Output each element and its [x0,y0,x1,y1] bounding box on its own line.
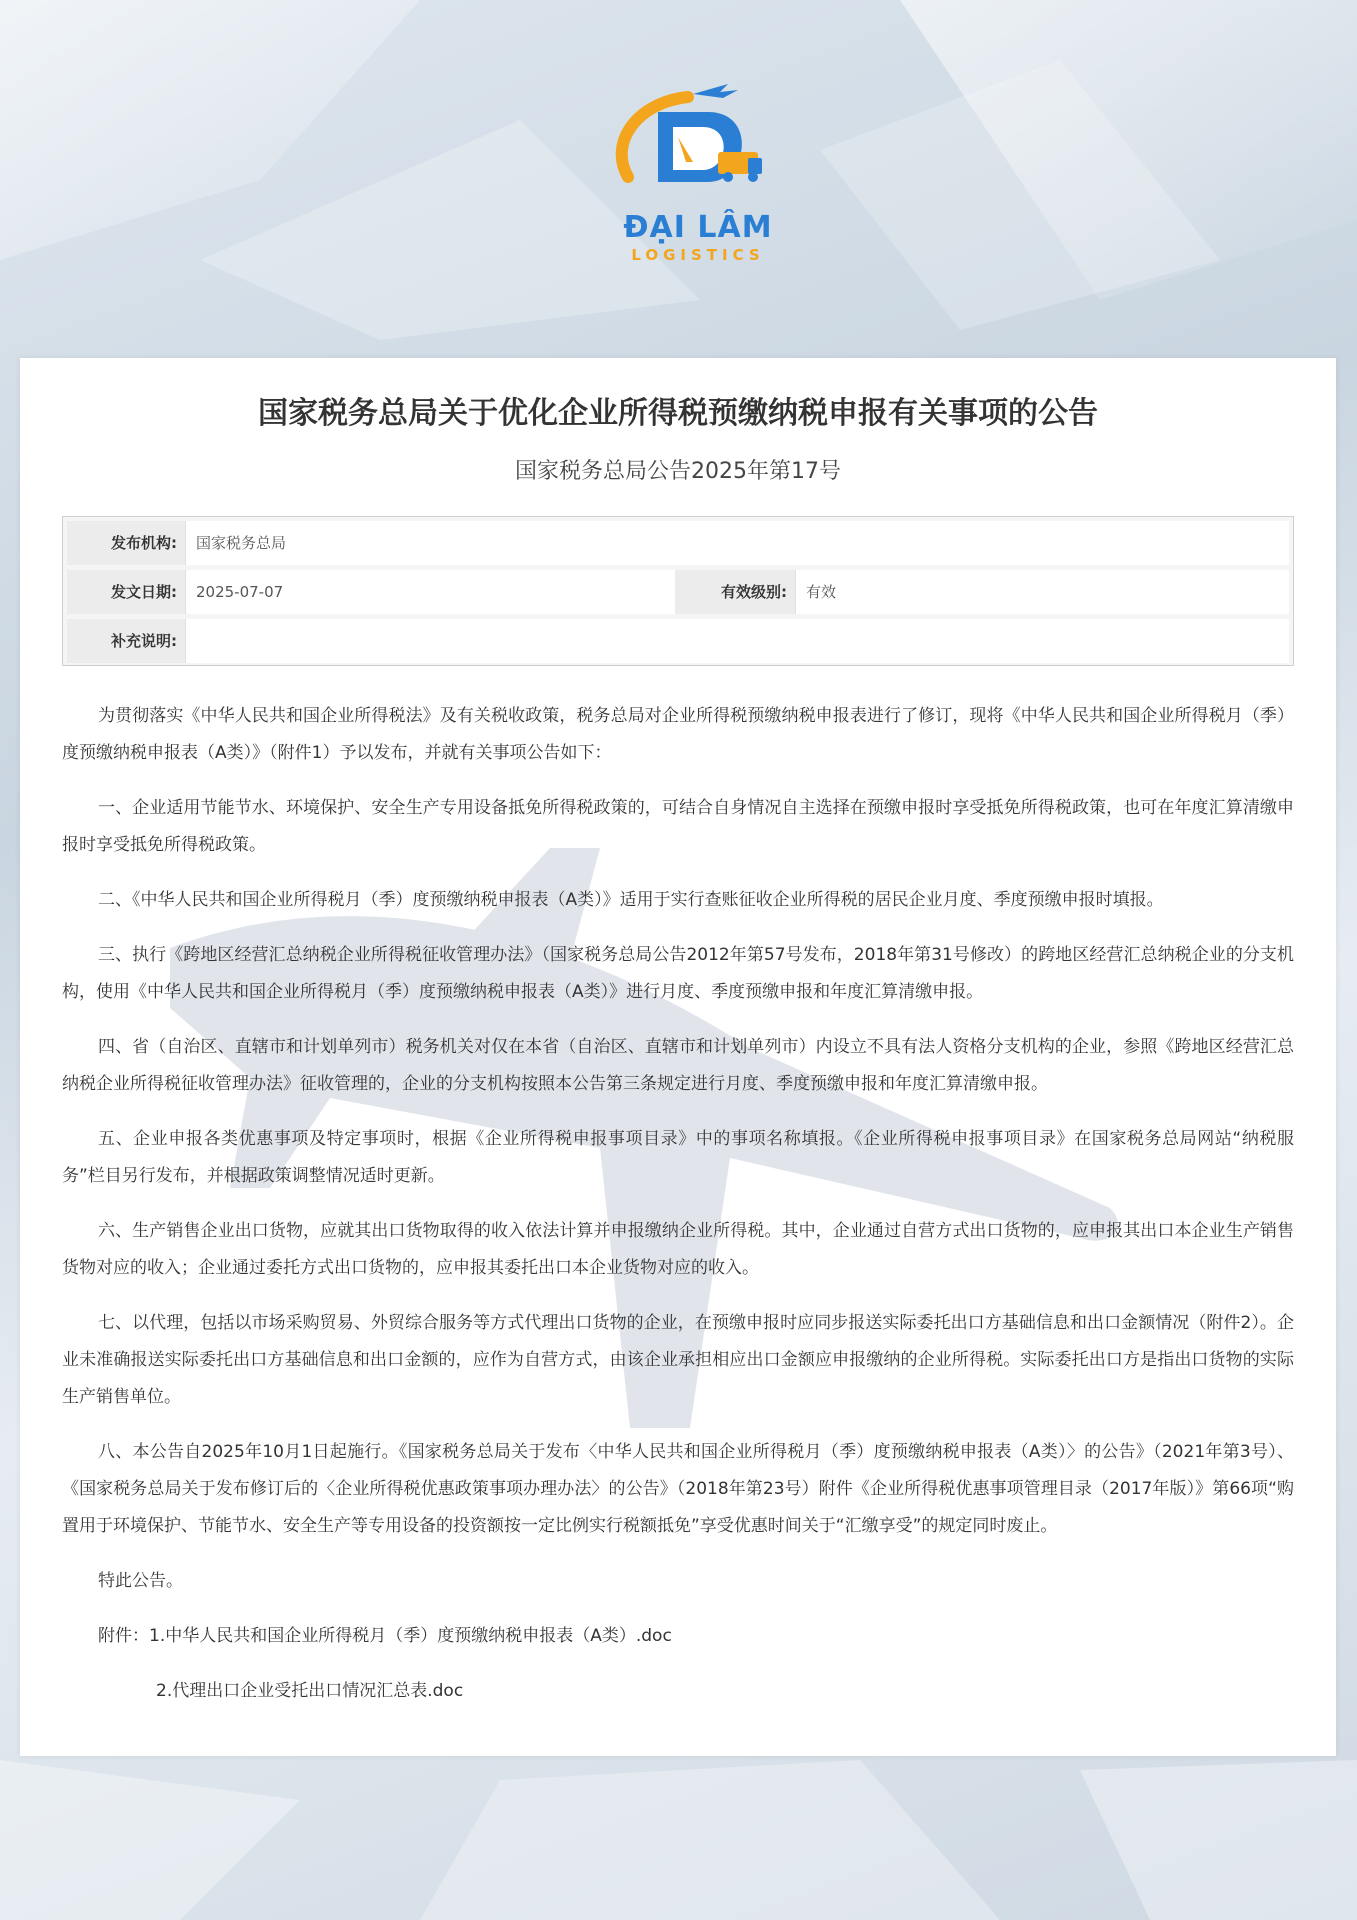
document-title: 国家税务总局关于优化企业所得税预缴纳税申报有关事项的公告 [258,396,1098,431]
validity-value: 有效 [795,570,1289,614]
company-logo [598,82,798,272]
paragraph-7: 七、以代理，包括以市场采购贸易、外贸综合服务等方式代理出口货物的企业，在预缴申报时应同步报送实际委托出口方基础信息和出口金额情况（附件2）。企业未准确报送实际委托出口方基础信息和出口金额的，应作为自营方式，由该企业承担相应出口金额应申报缴纳的企业所得税。实际委托出口方是指出口货物的实际生产销售单位。 [62,1313,1294,1407]
paragraph-intro: 为贯彻落实《中华人民共和国企业所得税法》及有关税收政策，税务总局对企业所得税预缴纳税申报表进行了修订，现将《中华人民共和国企业所得税月（季）度预缴纳税申报表（A类）》（附件1）予以发布，并就有关事项公告如下： [62,706,1294,763]
meta-row-date [67,570,1289,614]
paragraph-3: 三、执行《跨地区经营汇总纳税企业所得税征收管理办法》（国家税务总局公告2012年第57号发布，2018年第31号修改）的跨地区经营汇总纳税企业的分支机构，使用《中华人民共和国企业所得税月（季）度预缴纳税申报表（A类）》进行月度、季度预缴申报和年度汇算清缴申报。 [62,945,1294,1002]
paragraph-6: 六、生产销售企业出口货物，应就其出口货物取得的收入依法计算并申报缴纳企业所得税。其中，企业通过自营方式出口货物的，应申报其出口本企业生产销售货物对应的收入；企业通过委托方式出口货物的，应申报其委托出口本企业货物对应的收入。 [62,1221,1294,1278]
closing-line: 特此公告。 [98,1571,183,1591]
note-value [185,619,1289,663]
paragraph-4: 四、省（自治区、直辖市和计划单列市）税务机关对仅在本省（自治区、直辖市和计划单列市）内设立不具有法人资格分支机构的企业，参照《跨地区经营汇总纳税企业所得税征收管理办法》征收管理的，企业的分支机构按照本公告第三条规定进行月度、季度预缴申报和年度汇算清缴申报。 [62,1037,1294,1094]
meta-row-note [67,619,1289,663]
attachment-1-link[interactable]: 附件：1.中华人民共和国企业所得税月（季）度预缴纳税申报表（A类）.doc [98,1626,672,1646]
document-paper [20,358,1336,1756]
issuer-label: 发布机构: [67,521,185,565]
validity-label: 有效级别: [675,570,795,614]
attachment-2-link[interactable]: 2.代理出口企业受托出口情况汇总表.doc [156,1681,464,1701]
paragraph-1: 一、企业适用节能节水、环境保护、安全生产专用设备抵免所得税政策的，可结合自身情况自主选择在预缴申报时享受抵免所得税政策，也可在年度汇算清缴申报时享受抵免所得税政策。 [62,798,1294,855]
date-value: 2025-07-07 [185,570,675,614]
date-label: 发文日期: [67,570,185,614]
paragraph-2: 二、《中华人民共和国企业所得税月（季）度预缴纳税申报表（A类）》适用于实行查账征收企业所得税的居民企业月度、季度预缴申报时填报。 [98,890,1164,910]
document-subtitle: 国家税务总局公告2025年第17号 [515,459,841,484]
paragraph-8: 八、本公告自2025年10月1日起施行。《国家税务总局关于发布〈中华人民共和国企业所得税月（季）度预缴纳税申报表（A类）〉的公告》（2021年第3号）、《国家税务总局关于发布修订后的〈企业所得税优惠政策事项办理办法〉的公告》（2018年第23号）附件《企业所得税优惠事项管理目录（2017年版）》第66项“购置用于环境保护、节能节水、安全生产等专用设备的投资额按一定比例实行税额抵免”享受优惠时间关于“汇缴享受”的规定同时废止。 [62,1442,1294,1536]
logo-sub-text: LOGISTICS [631,246,765,264]
meta-row-issuer [67,521,1289,565]
metadata-table [62,516,1294,666]
note-label: 补充说明: [67,619,185,663]
airplane-truck-logo-icon [598,82,798,212]
document-body [62,698,1294,1710]
logo-brand-text: ĐẠI LÂM [623,210,773,245]
paragraph-5: 五、企业申报各类优惠事项及特定事项时，根据《企业所得税申报事项目录》中的事项名称填报。《企业所得税申报事项目录》在国家税务总局网站“纳税服务”栏目另行发布，并根据政策调整情况适时更新。 [62,1129,1294,1186]
issuer-value: 国家税务总局 [185,521,1289,565]
